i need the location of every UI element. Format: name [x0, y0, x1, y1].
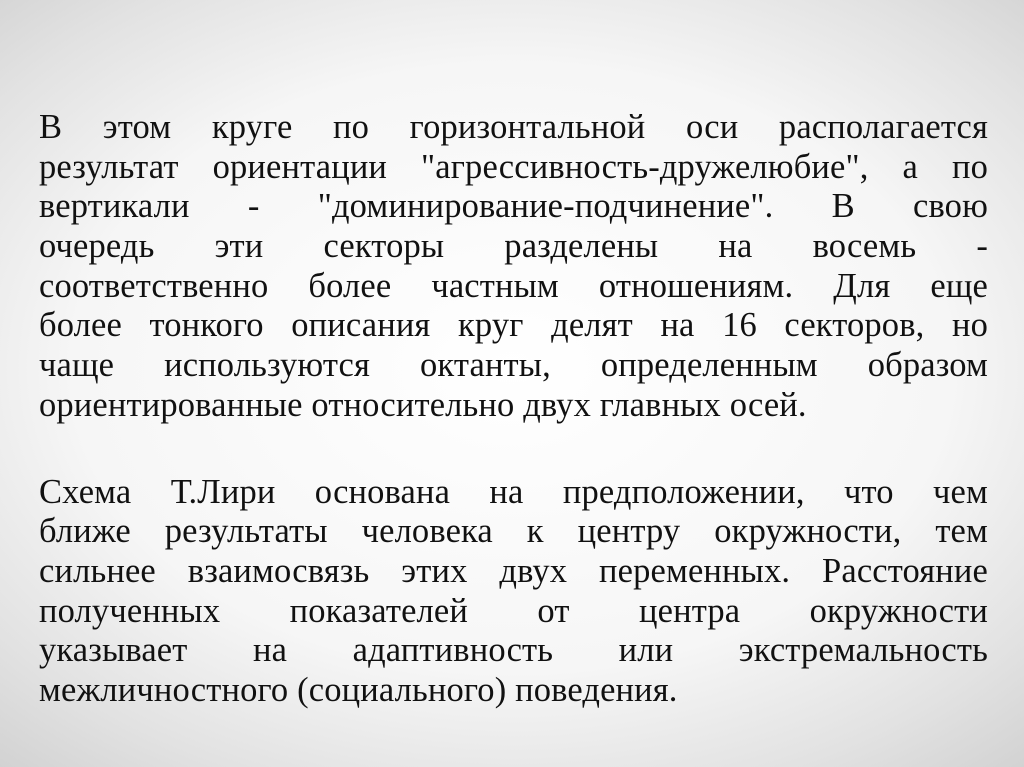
text-line: ориентированные относительно двух главных осей. — [39, 385, 807, 424]
text-line: полученных показателей от центра окружности — [39, 591, 988, 630]
text-line: сильнее взаимосвязь этих двух переменных. Расстояние — [39, 551, 988, 590]
text-line: чаще используются октанты, определенным образом — [39, 346, 988, 385]
text-line: более тонкого описания круг делят на 16 секторов, но — [39, 306, 988, 345]
text-line: ближе результаты человека к центру окружности, тем — [39, 512, 988, 551]
text-line: результат ориентации "агрессивность-дружелюбие", а по — [39, 147, 988, 186]
slide-body — [39, 108, 988, 711]
text-line: В этом круге по горизонтальной оси располагается — [39, 108, 988, 146]
text-line: Схема Т.Лири основана на предположении, что чем — [39, 472, 988, 511]
text-line: вертикали - "доминирование-подчинение". В свою — [39, 187, 988, 226]
text-line: указывает на адаптивность или экстремальность — [39, 631, 988, 670]
text-line: соответственно более частным отношениям. Для еще — [39, 266, 988, 305]
paragraph-1 — [39, 108, 988, 426]
paragraph-2 — [39, 473, 988, 711]
text-line: межличностного (социального) поведения. — [39, 670, 678, 709]
text-line: очередь эти секторы разделены на восемь - — [39, 227, 988, 266]
